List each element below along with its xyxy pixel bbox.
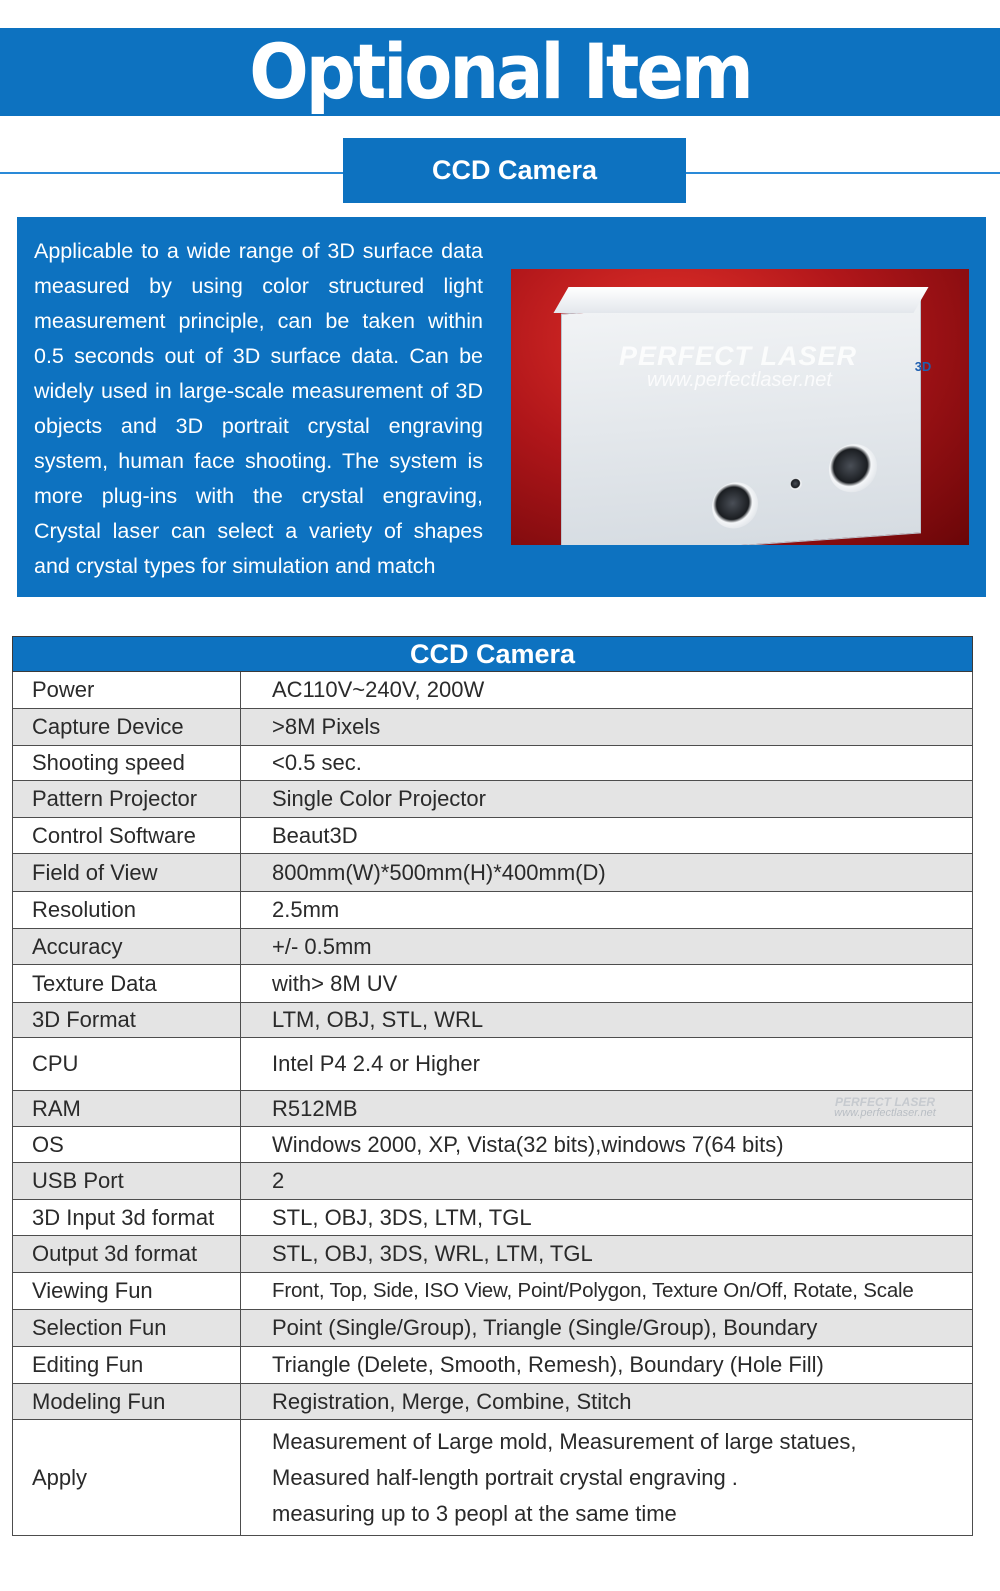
ccd-camera-photo	[511, 269, 969, 545]
spec-label: Selection Fun	[13, 1310, 241, 1347]
apply-line: Measured half-length portrait crystal engraving .	[272, 1464, 738, 1490]
spec-value: Single Color Projector	[241, 781, 973, 818]
apply-line: measuring up to 3 peopl at the same time	[272, 1500, 677, 1526]
table-row	[13, 709, 973, 746]
spec-value: 800mm(W)*500mm(H)*400mm(D)	[241, 854, 973, 892]
table-row	[13, 1003, 973, 1038]
spec-label: Field of View	[13, 854, 241, 892]
spec-value: Intel P4 2.4 or Higher	[241, 1038, 973, 1091]
table-watermark	[820, 1097, 950, 1119]
table-row	[13, 672, 973, 709]
spec-label: Accuracy	[13, 929, 241, 965]
table-row	[13, 781, 973, 818]
spec-label: 3D Format	[13, 1003, 241, 1038]
spec-value: LTM, OBJ, STL, WRL	[241, 1003, 973, 1038]
table-row	[13, 1273, 973, 1310]
spec-table	[12, 636, 973, 1536]
spec-value: <0.5 sec.	[241, 746, 973, 781]
table-row	[13, 1310, 973, 1347]
table-row	[13, 1384, 973, 1420]
table-row	[13, 965, 973, 1003]
spec-label: Output 3d format	[13, 1236, 241, 1273]
table-row	[13, 818, 973, 854]
spec-table-title: CCD Camera	[13, 637, 973, 672]
table-row	[13, 1127, 973, 1163]
table-row	[13, 892, 973, 929]
spec-value: Front, Top, Side, ISO View, Point/Polygon, Texture On/Off, Rotate, Scale	[241, 1273, 973, 1310]
camera-top	[553, 287, 928, 313]
camera-3d-logo-icon: 3D	[914, 359, 932, 374]
table-row	[13, 1163, 973, 1200]
table-row-apply	[13, 1420, 973, 1536]
table-row	[13, 1347, 973, 1384]
spec-value: Beaut3D	[241, 818, 973, 854]
table-row	[13, 929, 973, 965]
spec-label: RAM	[13, 1091, 241, 1127]
spec-value: +/- 0.5mm	[241, 929, 973, 965]
spec-label: Editing Fun	[13, 1347, 241, 1384]
spec-label: Viewing Fun	[13, 1273, 241, 1310]
table-row	[13, 1200, 973, 1236]
spec-value: Registration, Merge, Combine, Stitch	[241, 1384, 973, 1420]
spec-value: Point (Single/Group), Triangle (Single/Group), Boundary	[241, 1310, 973, 1347]
spec-label: Texture Data	[13, 965, 241, 1003]
photo-watermark-brand: PERFECT LASER	[619, 341, 858, 371]
spec-value: STL, OBJ, 3DS, WRL, LTM, TGL	[241, 1236, 973, 1273]
intro-description: Applicable to a wide range of 3D surface data measured by using color structured light measurement principle, can be taken within 0.5 seconds out of 3D surface data. Can be widely used in large-scale measurement of 3D objects and 3D portrait crystal engraving system, human face shooting. The system is more plug-ins with the crystal engraving, Crystal laser can select a variety of shapes and crystal types for simulation and match	[34, 239, 483, 578]
spec-value-apply	[241, 1420, 973, 1536]
spec-value: Windows 2000, XP, Vista(32 bits),windows 7(64 bits)	[241, 1127, 973, 1163]
spec-value: with> 8M UV	[241, 965, 973, 1003]
spec-value: R512MB	[241, 1091, 973, 1127]
spec-value: 2.5mm	[241, 892, 973, 929]
camera-sensor-icon	[790, 478, 802, 491]
spec-label: Shooting speed	[13, 746, 241, 781]
spec-label: USB Port	[13, 1163, 241, 1200]
spec-label: Pattern Projector	[13, 781, 241, 818]
camera-lens-right-icon	[829, 442, 877, 493]
table-watermark-url: www.perfectlaser.net	[834, 1107, 936, 1119]
table-row	[13, 1236, 973, 1273]
table-watermark-brand: PERFECT LASER	[834, 1095, 935, 1109]
spec-label: Power	[13, 672, 241, 709]
spec-value: 2	[241, 1163, 973, 1200]
spec-label: Modeling Fun	[13, 1384, 241, 1420]
spec-value: AC110V~240V, 200W	[241, 672, 973, 709]
apply-line: Measurement of Large mold, Measurement of large statues,	[272, 1428, 857, 1454]
spec-label: OS	[13, 1127, 241, 1163]
spec-label: 3D Input 3d format	[13, 1200, 241, 1236]
spec-value: >8M Pixels	[241, 709, 973, 746]
intro-panel	[17, 217, 986, 597]
spec-label: CPU	[13, 1038, 241, 1091]
spec-label: Control Software	[13, 818, 241, 854]
spec-value: Triangle (Delete, Smooth, Remesh), Boundary (Hole Fill)	[241, 1347, 973, 1384]
camera-lens-left-icon	[712, 481, 758, 530]
page-title: Optional Item	[249, 27, 751, 117]
photo-watermark-url: www.perfectlaser.net	[647, 369, 832, 391]
section-tab-ccd-camera: CCD Camera	[343, 138, 686, 203]
spec-label: Capture Device	[13, 709, 241, 746]
table-row	[13, 746, 973, 781]
spec-label: Resolution	[13, 892, 241, 929]
spec-label: Apply	[13, 1420, 241, 1536]
table-row	[13, 854, 973, 892]
camera-body	[561, 288, 921, 545]
spec-value: STL, OBJ, 3DS, LTM, TGL	[241, 1200, 973, 1236]
table-row	[13, 1038, 973, 1091]
